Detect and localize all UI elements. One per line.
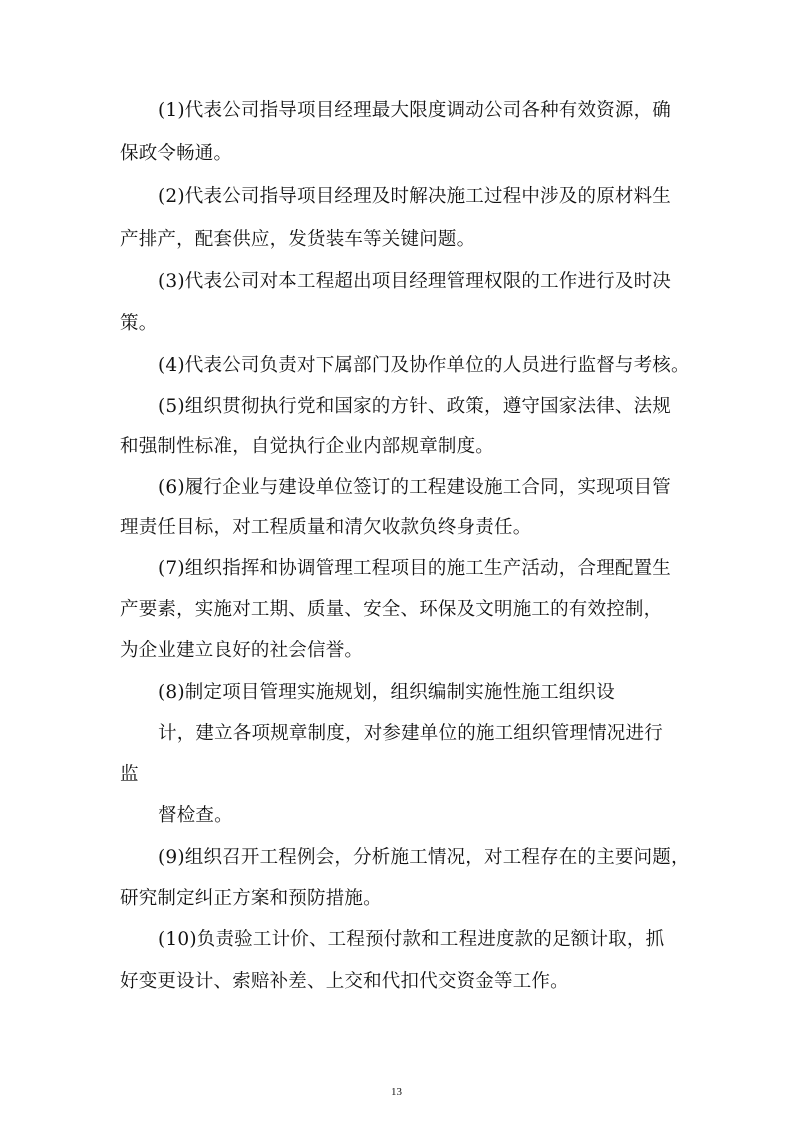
line-22: 好变更设计、索赔补差、上交和代扣代交资金等工作。 xyxy=(120,971,569,992)
line-21: (10)负责验工计价、工程预付款和工程进度款的足额计取，抓 xyxy=(158,929,665,950)
line-3: (2)代表公司指导项目经理及时解决施工过程中涉及的原材料生 xyxy=(158,186,672,207)
line-20: 研究制定纠正方案和预防措施。 xyxy=(120,888,382,909)
line-17: 监 xyxy=(120,764,139,785)
line-18: 督检查。 xyxy=(158,805,233,826)
line-16: 计，建立各项规章制度，对参建单位的施工组织管理情况进行 xyxy=(158,723,663,744)
line-6: 策。 xyxy=(120,313,158,334)
page-number: 13 xyxy=(391,1086,402,1098)
line-1: (1)代表公司指导项目经理最大限度调动公司各种有效资源，确 xyxy=(158,100,672,121)
line-10: (6)履行企业与建设单位签订的工程建设施工合同，实现项目管 xyxy=(158,477,672,498)
line-4: 产排产，配套供应，发货装车等关键问题。 xyxy=(120,229,476,250)
line-13: 产要素，实施对工期、质量、安全、环保及文明施工的有效控制， xyxy=(120,599,663,620)
line-15: (8)制定项目管理实施规划，组织编制实施性施工组织设 xyxy=(158,682,615,703)
line-9: 和强制性标准，自觉执行企业内部规章制度。 xyxy=(120,436,495,457)
line-12: (7)组织指挥和协调管理工程项目的施工生产活动，合理配置生 xyxy=(158,558,672,579)
line-8: (5)组织贯彻执行党和国家的方针、政策，遵守国家法律、法规 xyxy=(158,396,672,417)
line-5: (3)代表公司对本工程超出项目经理管理权限的工作进行及时决 xyxy=(158,271,672,292)
line-14: 为企业建立良好的社会信誉。 xyxy=(120,640,364,661)
line-2: 保政令畅通。 xyxy=(120,143,233,164)
line-11: 理责任目标，对工程质量和清欠收款负终身责任。 xyxy=(120,517,532,538)
line-7: (4)代表公司负责对下属部门及协作单位的人员进行监督与考核。 xyxy=(158,355,690,376)
line-19: (9)组织召开工程例会，分析施工情况，对工程存在的主要问题， xyxy=(158,847,690,868)
